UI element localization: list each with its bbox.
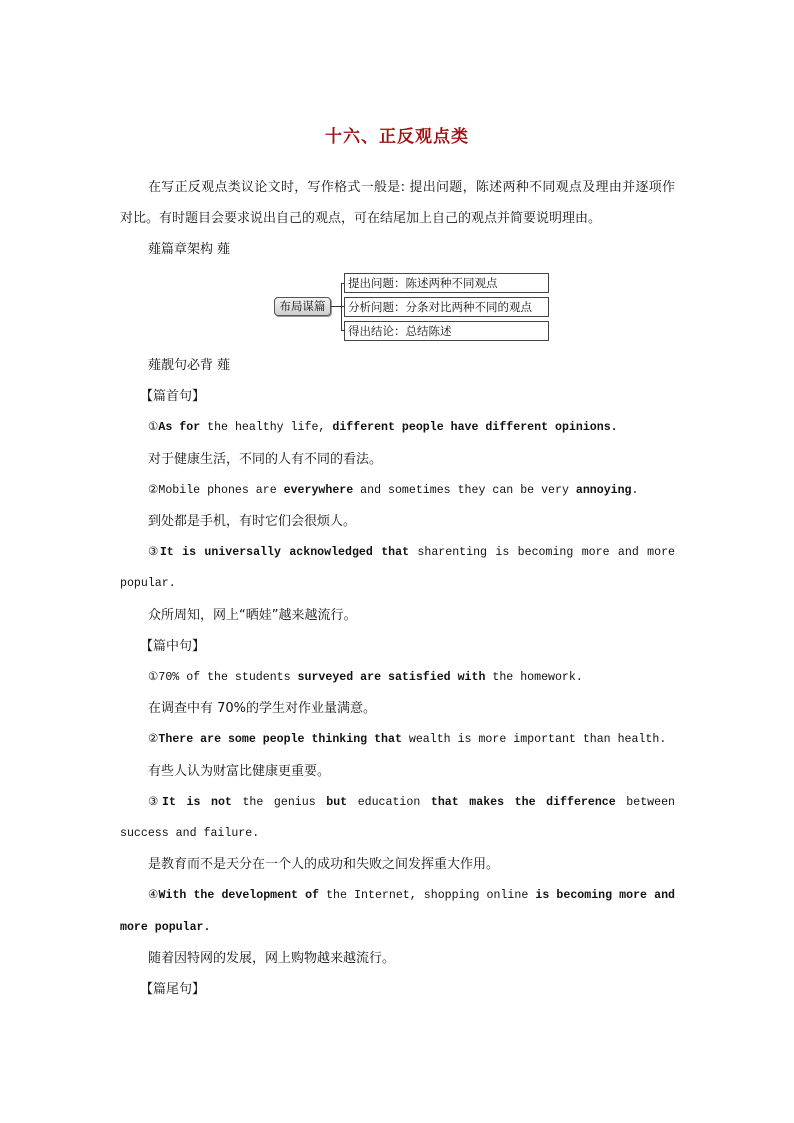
sentence-text: wealth is more important than health. [401, 733, 667, 747]
key-phrase: surveyed are satisfied with [297, 671, 486, 685]
sentence-text: the genius [231, 795, 327, 809]
sentences-heading: 薤靓句必背 薤 [148, 358, 231, 373]
sentence-text: ③ [148, 795, 163, 809]
english-sentence [120, 537, 675, 599]
key-phrase: There are some people thinking that [158, 733, 402, 747]
sentence-text: and sometimes they can be very [353, 483, 576, 497]
english-sentence [120, 787, 675, 849]
connector-line [331, 306, 341, 307]
english-sentence [120, 412, 675, 443]
sentence-text: ①70% of the students [148, 671, 298, 685]
section-heading: 【篇尾句】 [140, 982, 206, 998]
key-phrase: annoying [575, 483, 632, 497]
sentence-text: ① [148, 421, 159, 435]
structure-diagram [274, 272, 548, 342]
diagram-branch: 分析问题：分条对比两种不同的观点 [344, 297, 549, 317]
english-sentence [120, 724, 675, 755]
sentence-text: the Internet, shopping online [319, 889, 536, 903]
sentence-text: . [631, 483, 639, 497]
sentence-text: ② [148, 733, 159, 747]
page-title: 十六、正反观点类 [325, 127, 469, 147]
sentence-text: sharenting is becoming more and more popular. [120, 546, 675, 591]
chinese-translation: 是教育而不是天分在一个人的成功和失败之间发挥重大作用。 [148, 857, 500, 873]
key-phrase: different people have different opinions. [332, 421, 618, 435]
intro-paragraph: 在写正反观点类议论文时，写作格式一般是: 提出问题，陈述两种不同观点及理由并逐项作对比。有时题目会要求说出自己的观点，可在结尾加上自己的观点并简要说明理由。 [120, 180, 675, 227]
key-phrase: It is not [162, 795, 232, 809]
key-phrase: but [326, 795, 348, 809]
chinese-translation: 对于健康生活，不同的人有不同的看法。 [148, 451, 383, 467]
section-heading: 【篇首句】 [140, 389, 206, 405]
key-phrase: It is universally acknowledged that [159, 546, 410, 560]
key-phrase: that makes the difference [430, 795, 616, 809]
sentence-text: ②Mobile phones are [148, 483, 284, 497]
sentence-text: between success and failure. [120, 795, 675, 841]
section-heading: 【篇中句】 [140, 638, 206, 654]
key-phrase: is becoming more and more popular. [120, 889, 675, 934]
key-phrase: everywhere [283, 483, 354, 497]
chinese-translation: 众所周知，网上“晒娃”越来越流行。 [148, 607, 357, 623]
diagram-branch: 得出结论：总结陈述 [344, 321, 549, 341]
key-phrase: As for [158, 421, 201, 435]
chinese-translation: 到处都是手机，有时它们会很烦人。 [148, 514, 357, 530]
sentence-text: the healthy life, [200, 421, 333, 435]
english-sentence [120, 662, 675, 693]
sentence-text: ③ [148, 546, 160, 560]
english-sentence [120, 475, 675, 506]
sentences-block [120, 350, 675, 1005]
chinese-translation: 在调查中有 70%的学生对作业量满意。 [148, 701, 377, 717]
chinese-translation: 有些人认为财富比健康更重要。 [148, 763, 331, 779]
diagram-root: 布局谋篇 [274, 297, 331, 316]
chinese-translation: 随着因特网的发展，网上购物越来越流行。 [148, 950, 396, 966]
diagram-branch: 提出问题：陈述两种不同观点 [344, 273, 549, 293]
structure-heading: 薤篇章架构 薤 [148, 242, 231, 258]
key-phrase: With the development of [158, 889, 319, 903]
english-sentence [120, 880, 675, 942]
sentence-text: ④ [148, 889, 159, 903]
sentence-text: education [347, 795, 431, 809]
sentence-text: the homework. [485, 671, 583, 685]
intro-block [120, 172, 675, 266]
